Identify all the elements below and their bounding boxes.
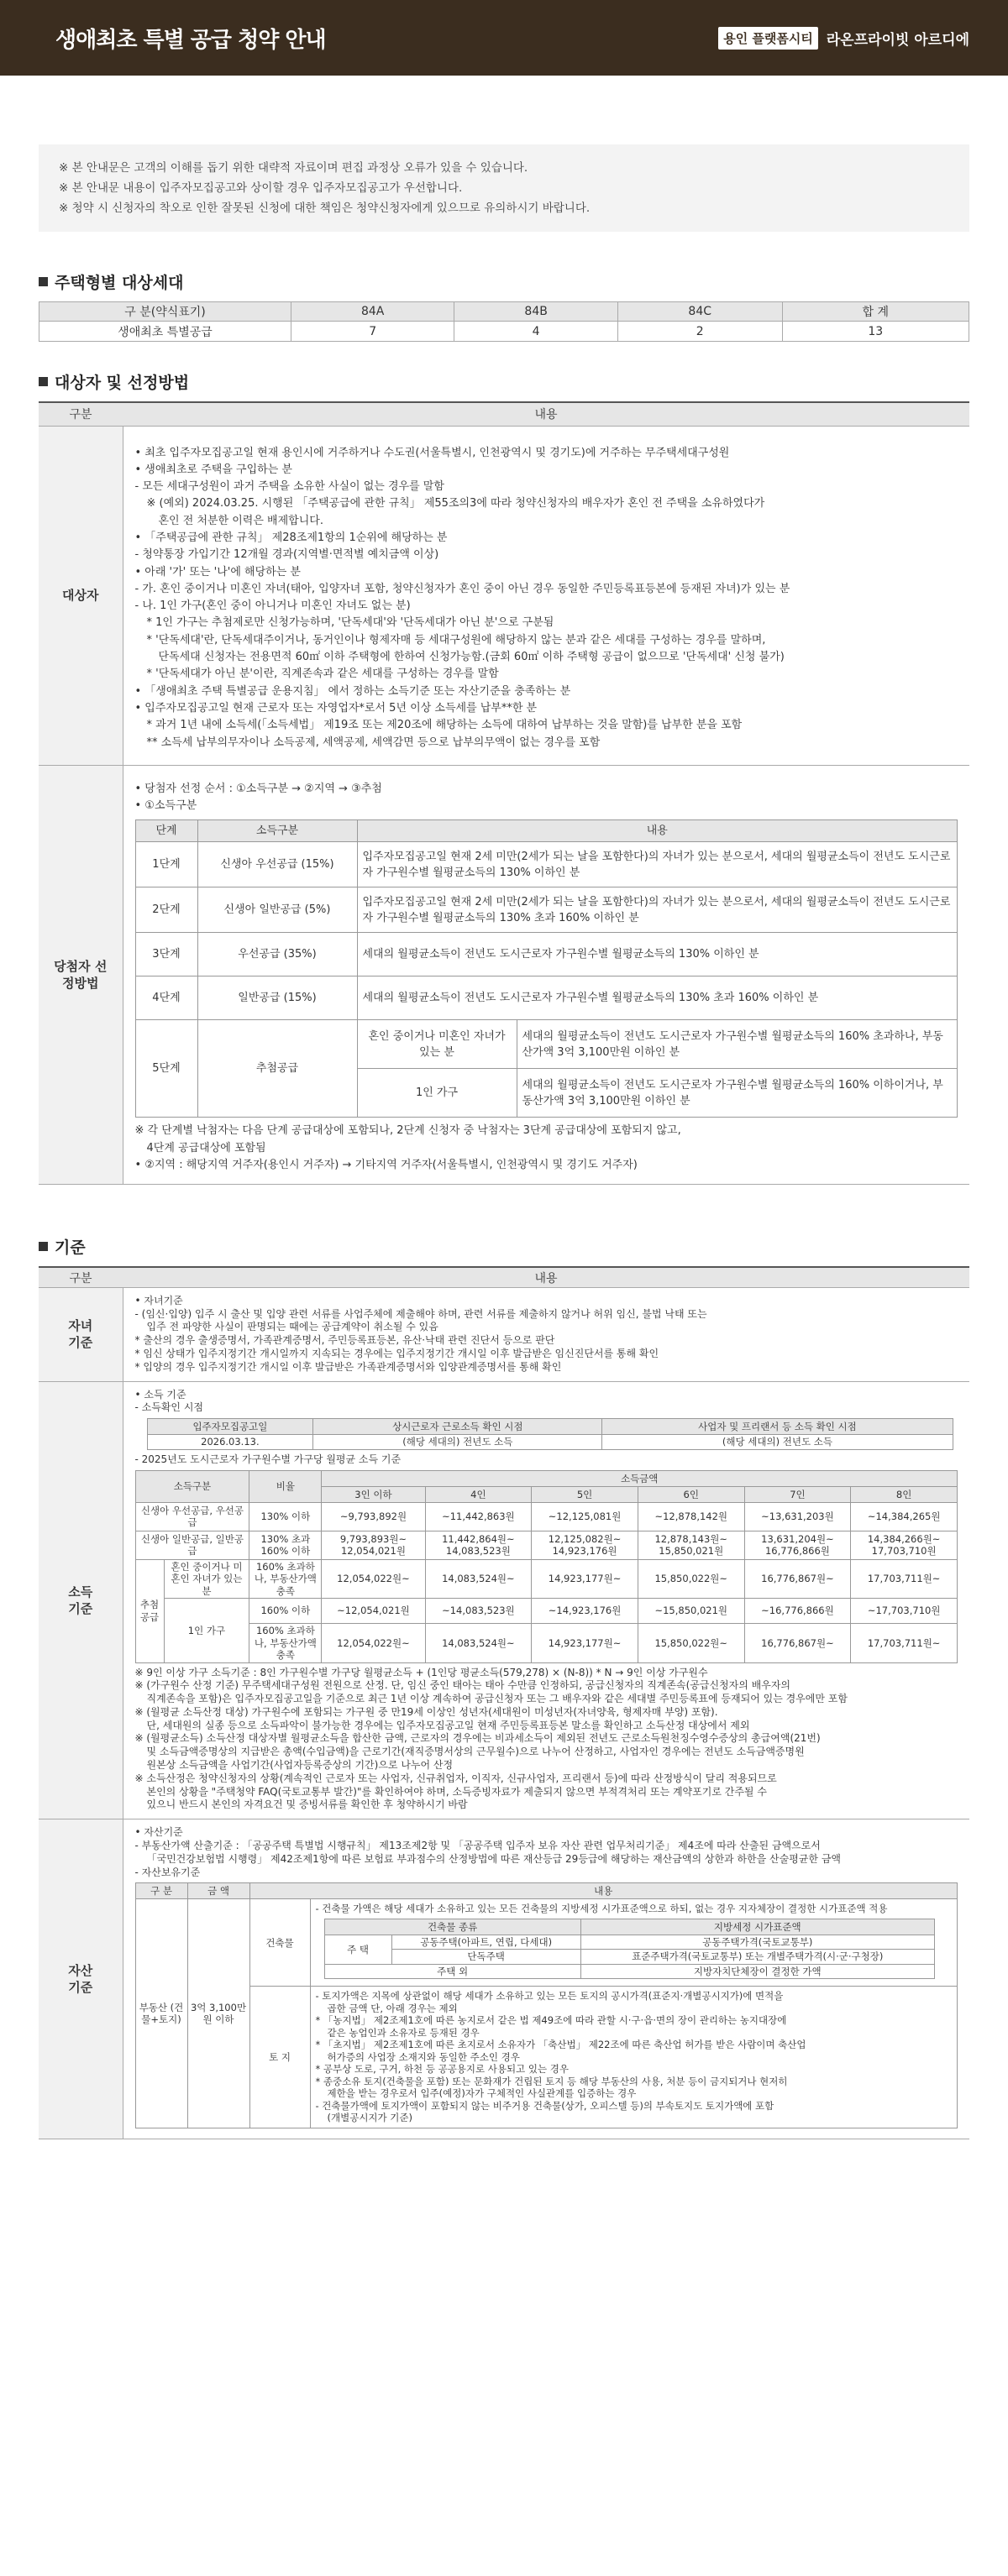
text-line: • 아래 '가' 또는 '나'에 해당하는 분: [134, 565, 301, 579]
text-line: 허가증의 사업장 소재지와 동일한 주소인 경우: [327, 2050, 520, 2063]
amount-cell: 14,083,524원~: [425, 1559, 532, 1599]
sub-cell: 혼인 중이거나 미혼인 자녀가 있는 분: [357, 1020, 517, 1069]
text-line: • 「생애최초 주택 특별공급 운용지침」 에서 정하는 소득기준 또는 자산기준을 충족하는 분: [134, 684, 571, 698]
amount-cell: 14,384,266원~ 17,703,710원: [851, 1531, 958, 1559]
table-cell: 단독주택: [391, 1950, 580, 1965]
text-line: * 출산의 경우 출생증명서, 가족관계증명서, 주민등록표등본, 유산·낙태 관련 진단서 등으로 판단: [134, 1334, 555, 1347]
ratio-cell: 160% 이하: [249, 1599, 322, 1624]
text-line: * 공부상 도로, 구거, 하천 등 공공용지로 사용되고 있는 경우: [315, 2063, 569, 2076]
text-line: * '단독세대가 아닌 분'이란, 직계존속과 같은 세대를 구성하는 경우를 말함: [146, 668, 499, 681]
table-header: 사업자 및 프리랜서 등 소득 확인 시점: [602, 1419, 953, 1435]
text-line: 직계존속을 포함)은 입주자모집공고일을 기준으로 최근 1년 이상 계속하여 공급신청자 또는 그 배우자와 같은 세대별 주민등록표에 등재되어 있는 경우에만 포함: [146, 1693, 848, 1705]
text-line: - 2025년도 도시근로자 가구원수별 가구당 월평균 소득 기준: [134, 1453, 402, 1465]
table-header: 단계: [135, 820, 197, 842]
amount-cell: 12,054,022원~: [322, 1624, 425, 1663]
table-cell: 주 택: [324, 1935, 391, 1964]
text-line: - 건축물 가액은 해당 세대가 소유하고 있는 모든 건축물의 지방세정 시가표준액으로 하되, 없는 경우 지자체장이 결정한 시가표준액 적용: [315, 1903, 888, 1915]
text-line: * 「초지법」 제2조제1호에 따른 초지로서 소유자가 「축산법」 제22조에 따른 축산업 허가를 받은 사람이며 축산업: [315, 2039, 806, 2051]
text-line: - 모든 세대구성원이 과거 주택을 소유한 사실이 없는 경우를 말함: [134, 480, 444, 494]
type-cell: 신생아 일반공급 (5%): [197, 887, 357, 933]
text-line: * 과거 1년 내에 소득세(「소득세법」 제19조 또는 제20조에 해당하는 소득에 대하여 납부하는 것을 말함)를 납부한 분을 포함: [146, 719, 743, 732]
notice-line: ※ 본 안내문 내용이 입주자모집공고와 상이할 경우 입주자모집공고가 우선합니다.: [59, 181, 463, 195]
amount-cell: 15,850,022원~: [638, 1559, 744, 1599]
table-header: 비율: [249, 1470, 322, 1502]
text-line: 및 소득금액증명상의 지급받은 총액(수입금액)을 근로기간(재직증명서상의 근무월수)으로 나누어 산정하고, 사업자인 경우에는 전년도 소득금액증명원: [146, 1746, 805, 1758]
text-line: - 자산보유기준: [134, 1866, 201, 1878]
text-line: - 가. 혼인 중이거나 미혼인 자녀(태아, 입양자녀 포함, 청약신청자가 혼인 중이 아닌 경우 동일한 주민등록표등본에 등재된 자녀)가 있는 분: [134, 582, 790, 595]
text-line: • 자산기준: [134, 1826, 183, 1839]
table-header: 5인: [532, 1486, 638, 1502]
desc-cell: 세대의 월평균소득이 전년도 도시근로자 가구원수별 월평균소득의 160% 이하이거나, 부동산가액 3억 3,100만원 이하인 분: [517, 1069, 958, 1118]
text-line: * 종중소유 토지(건축물을 포함) 또는 문화재가 건립된 토지 등 해당 부동산의 사용, 처분 등이 금지되거나 현저히: [315, 2075, 788, 2087]
desc-cell: 세대의 월평균소득이 전년도 도시근로자 가구원수별 월평균소득의 130% 초과 160% 이하인 분: [357, 976, 958, 1020]
page-header: [0, 0, 1008, 76]
building-content: [310, 1899, 958, 1987]
text-line: ※ (월평균소득) 소득산정 대상자별 월평균소득을 합산한 금액, 근로자의 경우에는 비과세소득이 제외된 전년도 근로소득원천징수영수증상의 총급여액(21번): [134, 1732, 821, 1745]
table-cell: 공동주택가격(국토교통부): [580, 1935, 934, 1950]
text-line: ** 소득세 납부의무자이나 소득공제, 세액공제, 세액감면 등으로 납부의무액이 없는 경우를 포함: [146, 736, 601, 749]
text-line: - 나. 1인 가구(혼인 중이 아니거나 미혼인 자녀도 없는 분): [134, 599, 411, 613]
amount-cell: 12,054,022원~: [322, 1559, 425, 1599]
table-header: 합 계: [782, 302, 969, 322]
table-header: 상시근로자 근로소득 확인 시점: [313, 1419, 602, 1435]
text-line: 단, 세대원의 실종 등으로 소득파악이 불가능한 경우에는 입주자모집공고일 현재 주민등록표등본 말소를 확인하고 소득산정 대상에서 제외: [146, 1719, 750, 1731]
step-cell: 3단계: [135, 933, 197, 976]
text-line: ※ 9인 이상 가구 소득기준 : 8인 가구원수별 가구당 월평균소득 + (1인당 평균소득(579,278) × (N-8)) * N → 9인 이상 가구원수: [134, 1666, 708, 1678]
amount-cell: ~12,125,081원: [532, 1502, 638, 1531]
row-label: 소득 기준: [39, 1381, 123, 1819]
text-line: 본인의 상황을 "주택청약 FAQ(국토교통부 발간)"를 확인하여야 하며, 소득증빙자료가 제출되지 않으면 부적격처리 또는 계약포기로 간주될 수: [146, 1785, 767, 1798]
section-title: [39, 370, 969, 393]
amount-cell: 13,631,204원~ 16,776,866원: [744, 1531, 851, 1559]
table-cell: 생애최초 특별공급: [39, 322, 291, 342]
text-line: * 입양의 경우 입주지정기간 개시일 이후 발급받은 가족관계증명서와 입양관계증명서를 통해 확인: [134, 1360, 562, 1373]
step-cell: 1단계: [135, 842, 197, 887]
type-cell: 부동산 (건물+토지): [135, 1899, 187, 2128]
text-line: 원본상 소득금액을 사업기간(사업자등록증상의 기간)으로 나누어 산정: [146, 1759, 454, 1772]
table-header: 84B: [454, 302, 618, 322]
amount-cell: 9,793,893원~ 12,054,021원: [322, 1531, 425, 1559]
text-line: ※ 각 단계별 낙첨자는 다음 단계 공급대상에 포함되나, 2단계 신청자 중 낙첨자는 3단계 공급대상에 포함되지 않고,: [134, 1124, 681, 1138]
text-line: 곱한 금액 단, 아래 경우는 제외: [327, 2002, 458, 2014]
text-line: * 1인 가구는 추첨제로만 신청가능하며, '단독세대'와 '단독세대가 아닌 분'으로 구분됨: [146, 616, 554, 630]
table-header: 구 분: [135, 1883, 187, 1899]
type-cell: 1인 가구: [164, 1599, 249, 1663]
text-line: - 부동산가액 산출기준 : 「공공주택 특별법 시행규칙」 제13조제2항 및 「공공주택 입주자 보유 자산 관련 업무처리기준」 제4조에 따라 산출된 금액으로서: [134, 1840, 821, 1852]
amount-cell: 12,125,082원~ 14,923,176원: [532, 1531, 638, 1559]
text-line: ※ 소득산정은 청약신청자의 상황(계속적인 근로자 또는 사업자, 신규취업자, 이직자, 신규사업자, 프리랜서 등)에 따라 산정방식이 달리 적용되므로: [134, 1772, 777, 1784]
table-header: 내용: [357, 820, 958, 842]
table-cell: 13: [782, 322, 969, 342]
amount-cell: ~9,793,892원: [322, 1502, 425, 1531]
eligibility-table: [39, 401, 969, 1185]
text-line: • 소득 기준: [134, 1388, 186, 1401]
table-header: 84C: [617, 302, 782, 322]
amount-cell: 16,776,867원~: [744, 1624, 851, 1663]
type-cell: 신생아 우선공급, 우선공급: [135, 1502, 249, 1531]
table-cell: 공동주택(아파트, 연립, 다세대): [391, 1935, 580, 1950]
amount-cell: ~12,878,142원: [638, 1502, 744, 1531]
amount-cell: ~14,083,523원: [425, 1599, 532, 1624]
text-line: 입주 전 파양한 사실이 판명되는 때에는 공급계약이 취소될 수 있음: [146, 1321, 438, 1333]
location-badge: 용인 플랫폼시티: [718, 27, 818, 50]
brand: [718, 27, 969, 50]
brand-name: 라온프라이빗 아르디에: [826, 31, 969, 49]
text-line: (개별공시지가 기준): [327, 2112, 412, 2124]
text-line: - 청약통장 가입기간 12개월 경과(지역별·면적별 예치금액 이상): [134, 548, 439, 562]
desc-cell: 세대의 월평균소득이 전년도 도시근로자 가구원수별 월평균소득의 130% 이하인 분: [357, 933, 958, 976]
section-title-text: 대상자 및 선정방법: [55, 374, 190, 392]
desc-cell: 입주자모집공고일 현재 2세 미만(2세가 되는 날을 포함한다)의 자녀가 있는 분으로서, 세대의 월평균소득이 전년도 도시근로자 가구원수별 월평균소득의 130% 이하인 분: [357, 842, 958, 887]
amount-cell: ~14,384,265원: [851, 1502, 958, 1531]
text-line: • 「주택공급에 관한 규칙」 제28조제1항의 1순위에 해당하는 분: [134, 531, 448, 544]
type-cell: 신생아 일반공급, 일반공급: [135, 1531, 249, 1559]
sub-label-cell: 토 지: [249, 1987, 310, 2128]
text-line: • ①소득구분: [134, 799, 197, 813]
table-cell: (해당 세대의) 전년도 소득: [602, 1435, 953, 1450]
step-cell: 4단계: [135, 976, 197, 1020]
text-line: • 최초 입주자모집공고일 현재 용인시에 거주하거나 수도권(서울특별시, 인천광역시 및 경기도)에 거주하는 무주택세대구성원: [134, 446, 730, 459]
table-cell: 4: [454, 322, 618, 342]
amount-cell: 12,878,143원~ 15,850,021원: [638, 1531, 744, 1559]
table-cell: 주택 외: [324, 1964, 580, 1979]
amount-cell: 16,776,867원~: [744, 1559, 851, 1599]
amount-cell: ~16,776,866원: [744, 1599, 851, 1624]
text-line: 4단계 공급대상에 포함됨: [146, 1141, 266, 1154]
text-line: • 당첨자 선정 순서 : ①소득구분 → ②지역 → ③추첨: [134, 782, 382, 795]
text-line: * 「농지법」 제2조제1호에 따른 농지로서 같은 법 제49조에 따라 관할 시·구·읍·면의 장이 관리하는 농지대장에: [315, 2014, 787, 2027]
text-line: ※ (가구원수 산정 기준) 무주택세대구성원 전원으로 산정. 단, 임신 중인 태아는 태아 수만큼 인정하되, 공급신청자의 직계존속(공급신청자의 배우자의: [134, 1679, 791, 1692]
table-header: 6인: [638, 1486, 744, 1502]
table-header: 입주자모집공고일: [147, 1419, 313, 1435]
table-header: 3인 이하: [322, 1486, 425, 1502]
ratio-cell: 130% 초과 160% 이하: [249, 1531, 322, 1559]
square-icon: [39, 1242, 48, 1251]
asset-content: [123, 1819, 969, 2139]
table-header: 84A: [291, 302, 454, 322]
income-content: [123, 1381, 969, 1819]
section-title: [39, 270, 969, 293]
amount-cell: 14,923,177원~: [532, 1624, 638, 1663]
desc-cell: 세대의 월평균소득이 전년도 도시근로자 가구원수별 월평균소득의 160% 초과하나, 부동산가액 3억 3,100만원 이하인 분: [517, 1020, 958, 1069]
target-content: [123, 426, 969, 765]
table-header: 소득구분: [197, 820, 357, 842]
table-header: 구 분(약식표기): [39, 302, 291, 322]
text-line: - (임신·입양) 입주 시 출산 및 입양 관련 서류를 사업주체에 제출해야 하며, 관련 서류를 제출하지 않거나 허위 임신, 불법 낙태 또는: [134, 1307, 707, 1320]
text-line: 있으니 반드시 본인의 자격요건 및 증빙서류를 확인한 후 청약하시기 바람: [146, 1798, 468, 1811]
table-header: 건축물 종류: [324, 1919, 580, 1935]
amount-cell: 11,442,864원~ 14,083,523원: [425, 1531, 532, 1559]
square-icon: [39, 277, 48, 286]
sub-cell: 1인 가구: [357, 1069, 517, 1118]
section-title-text: 주택형별 대상세대: [55, 274, 184, 292]
income-table: [135, 1470, 958, 1663]
row-label: 자산 기준: [39, 1819, 123, 2139]
desc-cell: 입주자모집공고일 현재 2세 미만(2세가 되는 날을 포함한다)의 자녀가 있는 분으로서, 세대의 월평균소득이 전년도 도시근로자 가구원수별 월평균소득의 130% 초과 160% 이하인 분: [357, 887, 958, 933]
table-cell: 7: [291, 322, 454, 342]
table-cell: (해당 세대의) 전년도 소득: [313, 1435, 602, 1450]
table-cell: 표준주택가격(국토교통부) 또는 개별주택가격(시·군·구청장): [580, 1950, 934, 1965]
amount-cell: ~12,054,021원: [322, 1599, 425, 1624]
income-date-table: [147, 1418, 953, 1450]
table-cell: 2: [617, 322, 782, 342]
housing-type-table: [39, 301, 969, 342]
text-line: 혼인 전 처분한 이력은 배제합니다.: [158, 514, 323, 527]
text-line: • ②지역 : 해당지역 거주자(용인시 거주자) → 기타지역 거주자(서울특별시, 인천광역시 및 경기도 거주자): [134, 1159, 638, 1172]
table-header: 소득구분: [135, 1470, 249, 1502]
square-icon: [39, 377, 48, 386]
text-line: ※ (예외) 2024.03.25. 시행된 「주택공급에 관한 규칙」 제55조의3에 따라 청약신청자의 배우자가 혼인 전 주택을 소유하였다가: [146, 497, 765, 510]
notice-line: ※ 본 안내문은 고객의 이해를 돕기 위한 대략적 자료이며 편집 과정상 오류가 있을 수 있습니다.: [59, 161, 528, 175]
land-content: [310, 1987, 958, 2128]
criteria-table: [39, 1266, 969, 2139]
type-cell: 우선공급 (35%): [197, 933, 357, 976]
amount-cell: ~14,923,176원: [532, 1599, 638, 1624]
amount-cell: 3억 3,100만원 이하: [187, 1899, 249, 2128]
table-header: 구분: [39, 1267, 123, 1287]
section-title-text: 기준: [55, 1238, 86, 1258]
table-header: 금 액: [187, 1883, 249, 1899]
table-cell: 2026.03.13.: [147, 1435, 313, 1450]
amount-cell: ~17,703,710원: [851, 1599, 958, 1624]
notice-line: ※ 청약 시 신청자의 착오로 인한 잘못된 신청에 대한 책임은 청약신청자에게 있으므로 유의하시기 바랍니다.: [59, 202, 591, 215]
amount-cell: 14,083,524원~: [425, 1624, 532, 1663]
table-header: 내용: [249, 1883, 958, 1899]
sub-label-cell: 건축물: [249, 1899, 310, 1987]
type-cell: 신생아 우선공급 (15%): [197, 842, 357, 887]
table-header: 7인: [744, 1486, 851, 1502]
ratio-cell: 130% 이하: [249, 1502, 322, 1531]
type-cell: 일반공급 (15%): [197, 976, 357, 1020]
type-cell: 추첨공급: [197, 1020, 357, 1118]
text-line: 같은 농업인과 소유자로 등재된 경우: [327, 2026, 480, 2039]
table-header: 내용: [123, 402, 969, 426]
child-content: [123, 1287, 969, 1381]
amount-cell: ~13,631,203원: [744, 1502, 851, 1531]
row-label: 대상자: [39, 426, 123, 765]
text-line: ※ (월평균 소득산정 대상) 가구원수에 포함되는 가구원 중 만19세 이상인 성년자(세대원이 미성년자(자녀양육, 형제자매 부양) 포함).: [134, 1705, 718, 1718]
table-header: 구분: [39, 402, 123, 426]
row-label: 당첨자 선정방법: [39, 765, 123, 1184]
text-line: - 소득확인 시점: [134, 1401, 204, 1414]
type-cell: 혼인 중이거나 미혼인 자녀가 있는 분: [164, 1559, 249, 1599]
amount-cell: 15,850,022원~: [638, 1624, 744, 1663]
text-line: • 입주자모집공고일 현재 근로자 또는 자영업자*로서 5년 이상 소득세를 납부**한 분: [134, 701, 538, 715]
table-cell: 지방자치단체장이 결정한 가액: [580, 1964, 934, 1979]
text-line: 단독세대 신청자는 전용면적 60㎡ 이하 주택형에 한하여 신청가능함.(금회 60㎡ 이하 주택형 공급이 없으므로 '단독세대' 신청 불가): [158, 651, 785, 664]
row-label: 자녀 기준: [39, 1287, 123, 1381]
text-line: 「국민건강보험법 시행령」 제42조제1항에 따른 보험료 부과점수의 산정방법에 따른 재산등급 29등급에 해당하는 재산금액의 상한과 하한을 산술평균한 금액: [146, 1852, 842, 1865]
text-line: 제한을 받는 경우로서 입주(예정)자가 구체적인 사실관계를 입증하는 경우: [327, 2087, 637, 2100]
text-line: * 임신 상태가 입주지정기간 개시일까지 지속되는 경우에는 입주지정기간 개시일 이후 발급받은 임신진단서를 통해 확인: [134, 1348, 659, 1360]
text-line: - 토지가액은 지목에 상관없이 해당 세대가 소유하고 있는 모든 토지의 공시가격(표준지·개별공시지가)에 면적을: [315, 1990, 784, 2003]
table-header: 소득금액: [322, 1470, 958, 1486]
section-title: [39, 1235, 969, 1258]
type-cell: 추첨 공급: [135, 1559, 164, 1662]
table-header: 내용: [123, 1267, 969, 1287]
amount-cell: 17,703,711원~: [851, 1559, 958, 1599]
amount-cell: ~11,442,863원: [425, 1502, 532, 1531]
table-header: 지방세정 시가표준액: [580, 1919, 934, 1935]
step-cell: 5단계: [135, 1020, 197, 1118]
building-price-table: [324, 1919, 935, 1980]
notice-box: [39, 144, 969, 232]
asset-table: [135, 1882, 958, 2128]
amount-cell: 17,703,711원~: [851, 1624, 958, 1663]
table-header: 8인: [851, 1486, 958, 1502]
amount-cell: 14,923,177원~: [532, 1559, 638, 1599]
text-line: • 생애최초로 주택을 구입하는 분: [134, 463, 292, 476]
page-title: 생애최초 특별 공급 청약 안내: [55, 27, 326, 53]
amount-cell: ~15,850,021원: [638, 1599, 744, 1624]
ratio-cell: 160% 초과하나, 부동산가액 충족: [249, 1559, 322, 1599]
text-line: - 건축물가액에 토지가액이 포함되지 않는 비주거용 건축물(상가, 오피스텔 등)의 부속토지도 토지가액에 포함: [315, 2099, 774, 2112]
text-line: • 자녀기준: [134, 1294, 183, 1306]
selection-content: [123, 765, 969, 1184]
table-header: 4인: [425, 1486, 532, 1502]
selection-steps-table: [135, 819, 958, 1118]
ratio-cell: 160% 초과하나, 부동산가액 충족: [249, 1624, 322, 1663]
step-cell: 2단계: [135, 887, 197, 933]
text-line: * '단독세대'란, 단독세대주이거나, 동거인이나 형제자매 등 세대구성원에 해당하지 않는 분과 같은 세대를 구성하는 경우를 말하며,: [146, 633, 766, 647]
